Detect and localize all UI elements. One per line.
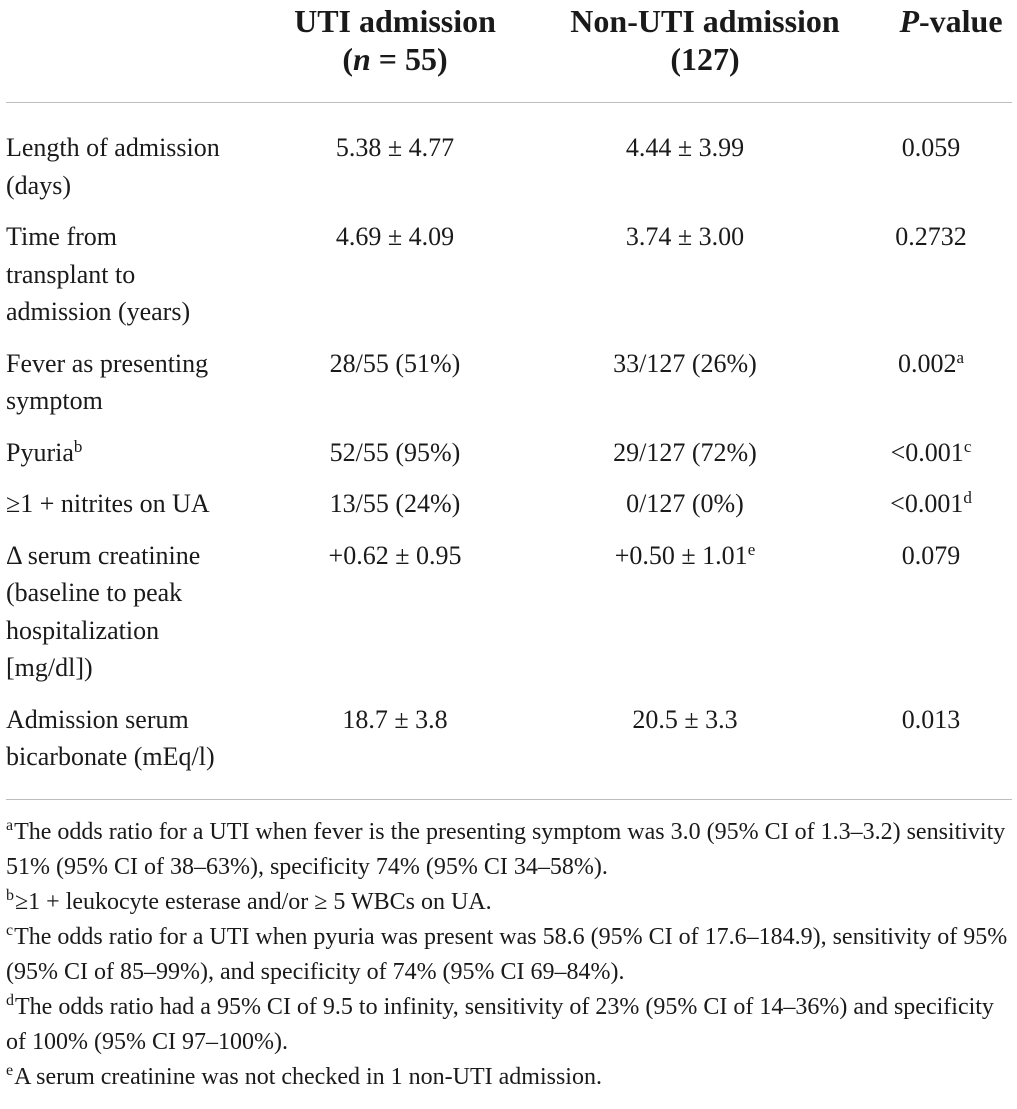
non-uti-value: 33/127 (26%) (613, 348, 757, 378)
table-row (6, 129, 1012, 218)
p-value: 0.079 (901, 540, 961, 570)
row-label: Δ serum creatinine (baseline to peak hospitalization [mg/dl]) (6, 540, 201, 682)
uti-value: 5.38 ± 4.77 (335, 133, 455, 162)
header-uti-count: (n = 55) (342, 41, 448, 77)
table-row (6, 218, 1012, 345)
non-uti-value: 4.44 ± 3.99 (625, 133, 745, 162)
header-uti-admission (270, 2, 520, 78)
header-p-value: P-value (899, 3, 1003, 39)
non-uti-value: 0/127 (0%) (626, 489, 744, 518)
p-value: <0.001$^d$ (890, 488, 972, 518)
table-row (6, 485, 1012, 537)
footnotes (6, 815, 1014, 1095)
table-row (6, 434, 1012, 486)
footnote-e: $^e$A serum creatinine was not checked in 1 non-UTI admission. (6, 1062, 602, 1090)
footnote-b: $^b$≥1 + leukocyte esterase and/or ≥ 5 WBCs on UA. (6, 887, 492, 915)
header-divider (6, 102, 1012, 103)
row-label: Fever as presenting symptom (6, 348, 209, 415)
row-label: ≥1 + nitrites on UA (6, 489, 210, 518)
header-uti-title: UTI admission (294, 3, 496, 39)
non-uti-value: 3.74 ± 3.00 (625, 222, 745, 251)
table-row (6, 345, 1012, 434)
footnote-d: $^d$The odds ratio had a 95% CI of 9.5 to infinity, sensitivity of 23% (95% CI of 14–36%) and specificity of 100% (95% CI 97–100%). (6, 992, 994, 1055)
table-row (6, 537, 1012, 701)
uti-value: 4.69 ± 4.09 (335, 222, 455, 251)
header-non-uti-admission (540, 2, 870, 78)
row-label: Pyuria$^b$ (6, 436, 83, 467)
footnote-a: $^a$The odds ratio for a UTI when fever is the presenting symptom was 3.0 (95% CI of 1.3–3.2) sensitivity 51% (95% CI of 38–63%), specificity 74% (95% CI 34–58%). (6, 817, 1006, 880)
p-value: 0.002$^a$ (897, 347, 965, 378)
uti-value: 52/55 (95%) (329, 437, 461, 467)
header-non-uti-title: Non-UTI admission (570, 3, 840, 39)
uti-value: 28/55 (51%) (329, 348, 461, 378)
uti-value: 18.7 ± 3.8 (342, 704, 448, 734)
non-uti-value: 29/127 (72%) (613, 437, 757, 467)
uti-value: +0.62 ± 0.95 (328, 540, 462, 570)
non-uti-value: +0.50 ± 1.01$^e$ (614, 539, 756, 570)
p-value: 0.2732 (895, 222, 967, 251)
footnote-c: $^c$The odds ratio for a UTI when pyuria was present was 58.6 (95% CI of 17.6–184.9), sensitivity of 95% (95% CI of 85–99%), and specificity of 74% (95% CI 69–84%). (6, 922, 1008, 985)
uti-value: 13/55 (24%) (329, 489, 461, 518)
footnote-divider (6, 799, 1012, 800)
row-label: Length of admission (days) (6, 133, 220, 200)
p-value: 0.059 (901, 133, 961, 162)
row-label: Time from transplant to admission (years) (6, 222, 191, 326)
p-value: 0.013 (901, 704, 961, 734)
row-label: Admission serum bicarbonate (mEq/l) (6, 704, 215, 771)
results-table (6, 129, 1012, 790)
header-non-uti-count: (127) (670, 41, 740, 77)
table-row (6, 701, 1012, 790)
p-value: <0.001$^c$ (890, 436, 972, 467)
non-uti-value: 20.5 ± 3.3 (632, 704, 738, 734)
